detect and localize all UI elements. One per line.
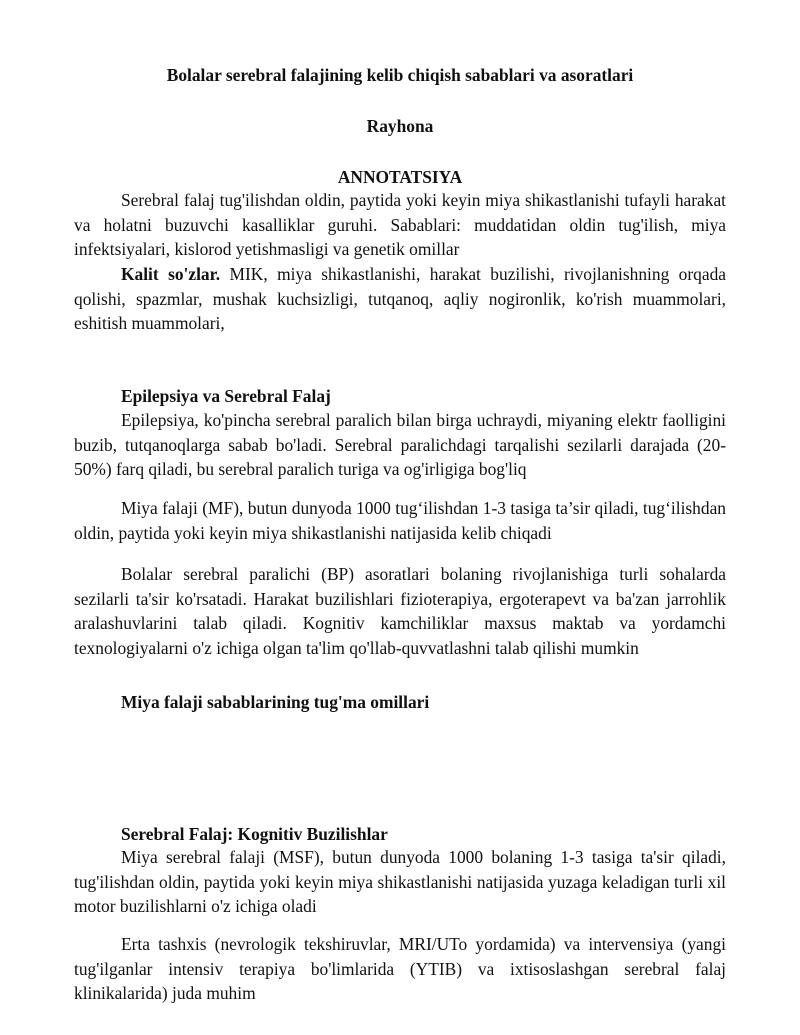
paragraph-cognitive-1: Miya serebral falaji (MSF), butun dunyoda 1000 bolaning 1-3 tasiga ta'sir qiladi, tug'ilishdan oldin, paytida yoki keyin miya shikastlanishi natijasida yuzaga keladigan turli xil motor buzilishlarni o'z ichiga oladi (74, 847, 726, 916)
paragraph-epilepsy-3: Bolalar serebral paralichi (BP) asoratlari bolaning rivojlanishiga turli sohalarda sezilarli ta'sir ko'rsatadi. Harakat buzilishlari fizioterapiya, ergoterapevt va ba'zan jarrohlik aralashuvlarini talab qiladi. Kognitiv kamchiliklar maxsus maktab va yordamchi texnologiyalarni o'z ichiga olgan ta'lim qo'llab-quvvatlashni talab qilishi mumkin (74, 564, 726, 658)
document-title: Bolalar serebral falajining kelib chiqish sabablari va asoratlari (166, 65, 634, 85)
annotation-paragraph: Serebral falaj tug'ilishdan oldin, paytida yoki keyin miya shikastlanishi tufayli harakat va holatni buzuvchi kasalliklar guruhi. Sabablari: muddatidan oldin tug'ilish, miya infektsiyalari, kislorod yetishmasligi va genetik omillar (74, 190, 726, 259)
section-heading-epilepsy: Epilepsiya va Serebral Falaj (121, 386, 331, 406)
section-heading-cognitive: Serebral Falaj: Kognitiv Buzilishlar (121, 824, 388, 844)
paragraph-epilepsy-1: Epilepsiya, ko'pincha serebral paralich bilan birga uchraydi, miyaning elektr faolligini buzib, tutqanoqlarga sabab bo'ladi. Serebral paralichdagi tarqalishi sezilarli darajada (20-50%) farq qiladi, bu serebral paralich turiga va og'irligiga bog'liq (74, 410, 726, 479)
keywords-paragraph (74, 262, 726, 336)
document-author: Rayhona (366, 116, 434, 136)
section-heading-congenital: Miya falaji sabablarining tug'ma omillari (121, 692, 430, 712)
keywords-text: MIK, miya shikastlanishi, harakat buzilishi, rivojlanishning orqada qolishi, spazmlar, mushak kuchsizligi, tutqanoq, aqliy nogironlik, ko'rish muammolari, eshitish muammolari, (74, 264, 726, 333)
paragraph-cognitive-2: Erta tashxis (nevrologik tekshiruvlar, MRI/UTo yordamida) va intervensiya (yangi tug'ilganlar intensiv terapiya bo'limlarida (YTIB) va ixtisoslashgan serebral falaj klinikalarida) juda muhim (74, 934, 726, 1003)
keywords-label: Kalit so'zlar. (121, 264, 221, 284)
annotation-heading: ANNOTATSIYA (337, 167, 463, 187)
paragraph-epilepsy-2: Miya falaji (MF), butun dunyoda 1000 tug‘ilishdan 1-3 tasiga ta’sir qiladi, tug‘ilishdan oldin, paytida yoki keyin miya shikastlanishi natijasida kelib chiqadi (74, 498, 726, 543)
